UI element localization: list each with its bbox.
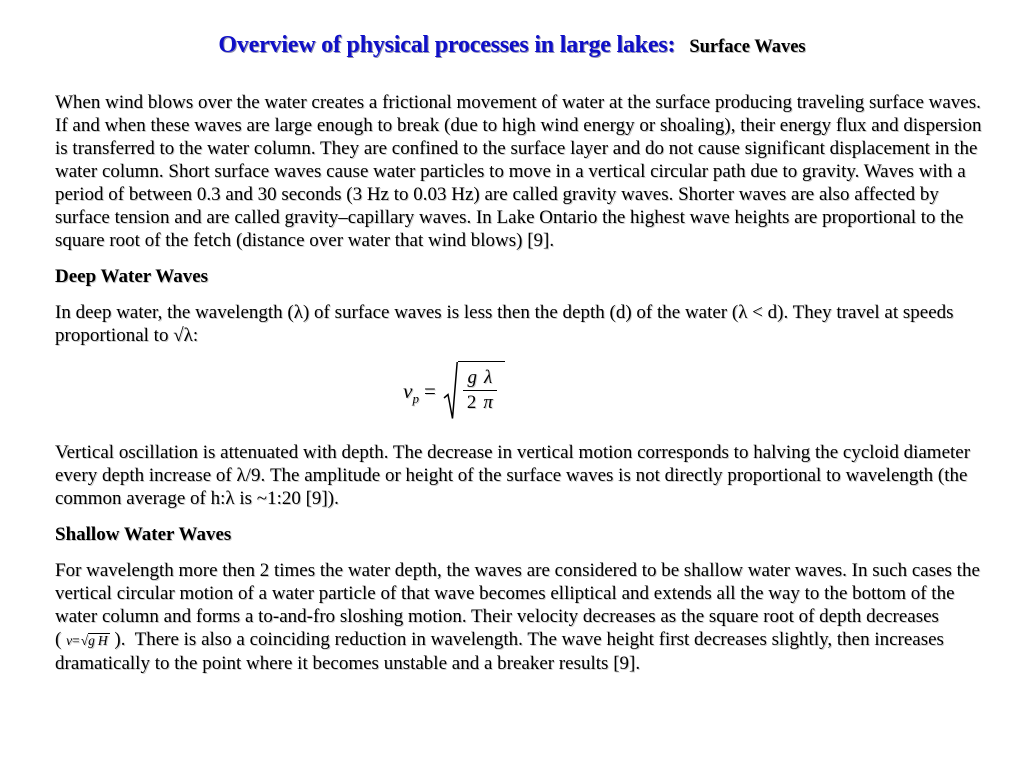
shallow-text-before: For wavelength more then 2 times the water depth, the waves are considered to be shallow water waves. In such cases the vertical circular motion of a water particle of that wave becomes elliptical and extends all the way to the bottom of the water column and forms a to-and-fro sloshing motion. Their velocity decreases as the square root of depth decreases (: [55, 560, 980, 650]
heading-deep-water-waves: Deep Water Waves: [55, 266, 209, 287]
inline-equals-sign: =: [72, 633, 80, 648]
equals-sign: =: [423, 378, 436, 403]
formula-variable-v: v: [403, 378, 413, 403]
title-sub: Surface Waves: [689, 37, 806, 57]
inline-radicand: g H: [88, 633, 108, 648]
title-main: Overview of physical processes in large lakes:: [218, 32, 676, 58]
inline-radical-sign: √: [80, 633, 89, 648]
square-root: [443, 361, 505, 421]
radical-sign-icon: [443, 361, 458, 421]
formula-subscript-p: p: [412, 390, 419, 406]
phase-velocity-formula: [403, 361, 505, 421]
fraction-numerator: g λ: [467, 367, 493, 388]
inline-variable-v: v: [66, 633, 73, 648]
content-body: [55, 91, 993, 675]
shallow-text-after: ). There is also a coinciding reduction in wavelength. The wave height first decreases slightly, then increases dramatically to the point where it becomes unstable and a breaker results [9].: [55, 629, 944, 674]
shallow-velocity-formula: [66, 633, 110, 648]
paragraph-shallow-water: [55, 559, 993, 675]
slide-title: [0, 0, 1024, 59]
radicand: [458, 361, 505, 421]
fraction-denominator: 2 π: [463, 390, 497, 415]
paragraph-deep-water: In deep water, the wavelength (λ) of surface waves is less then the depth (d) of the water (λ < d). They travel at speeds proportional to √λ:: [55, 302, 954, 346]
fraction: [463, 366, 497, 415]
paragraph-attenuation: Vertical oscillation is attenuated with depth. The decrease in vertical motion corresponds to halving the cycloid diameter every depth increase of λ/9. The amplitude or height of the surface waves is not directly proportional to wavelength (the common average of h:λ is ~1:20 [9]).: [55, 442, 971, 509]
paragraph-intro: When wind blows over the water creates a frictional movement of water at the surface producing traveling surface waves. If and when these waves are large enough to break (due to high wind energy or shoaling), their energy flux and dispersion is transferred to the water column. They are confined to the surface layer and do not cause significant displacement in the water column. Short surface waves cause water particles to move in a vertical circular path due to gravity. Waves with a period of between 0.3 and 30 seconds (3 Hz to 0.03 Hz) are called gravity waves. Shorter waves are also affected by surface tension and are called gravity–capillary waves. In Lake Ontario the highest wave heights are proportional to the square root of the fetch (distance over water that wind blows) [9].: [55, 92, 982, 251]
heading-shallow-water-waves: Shallow Water Waves: [55, 524, 232, 545]
